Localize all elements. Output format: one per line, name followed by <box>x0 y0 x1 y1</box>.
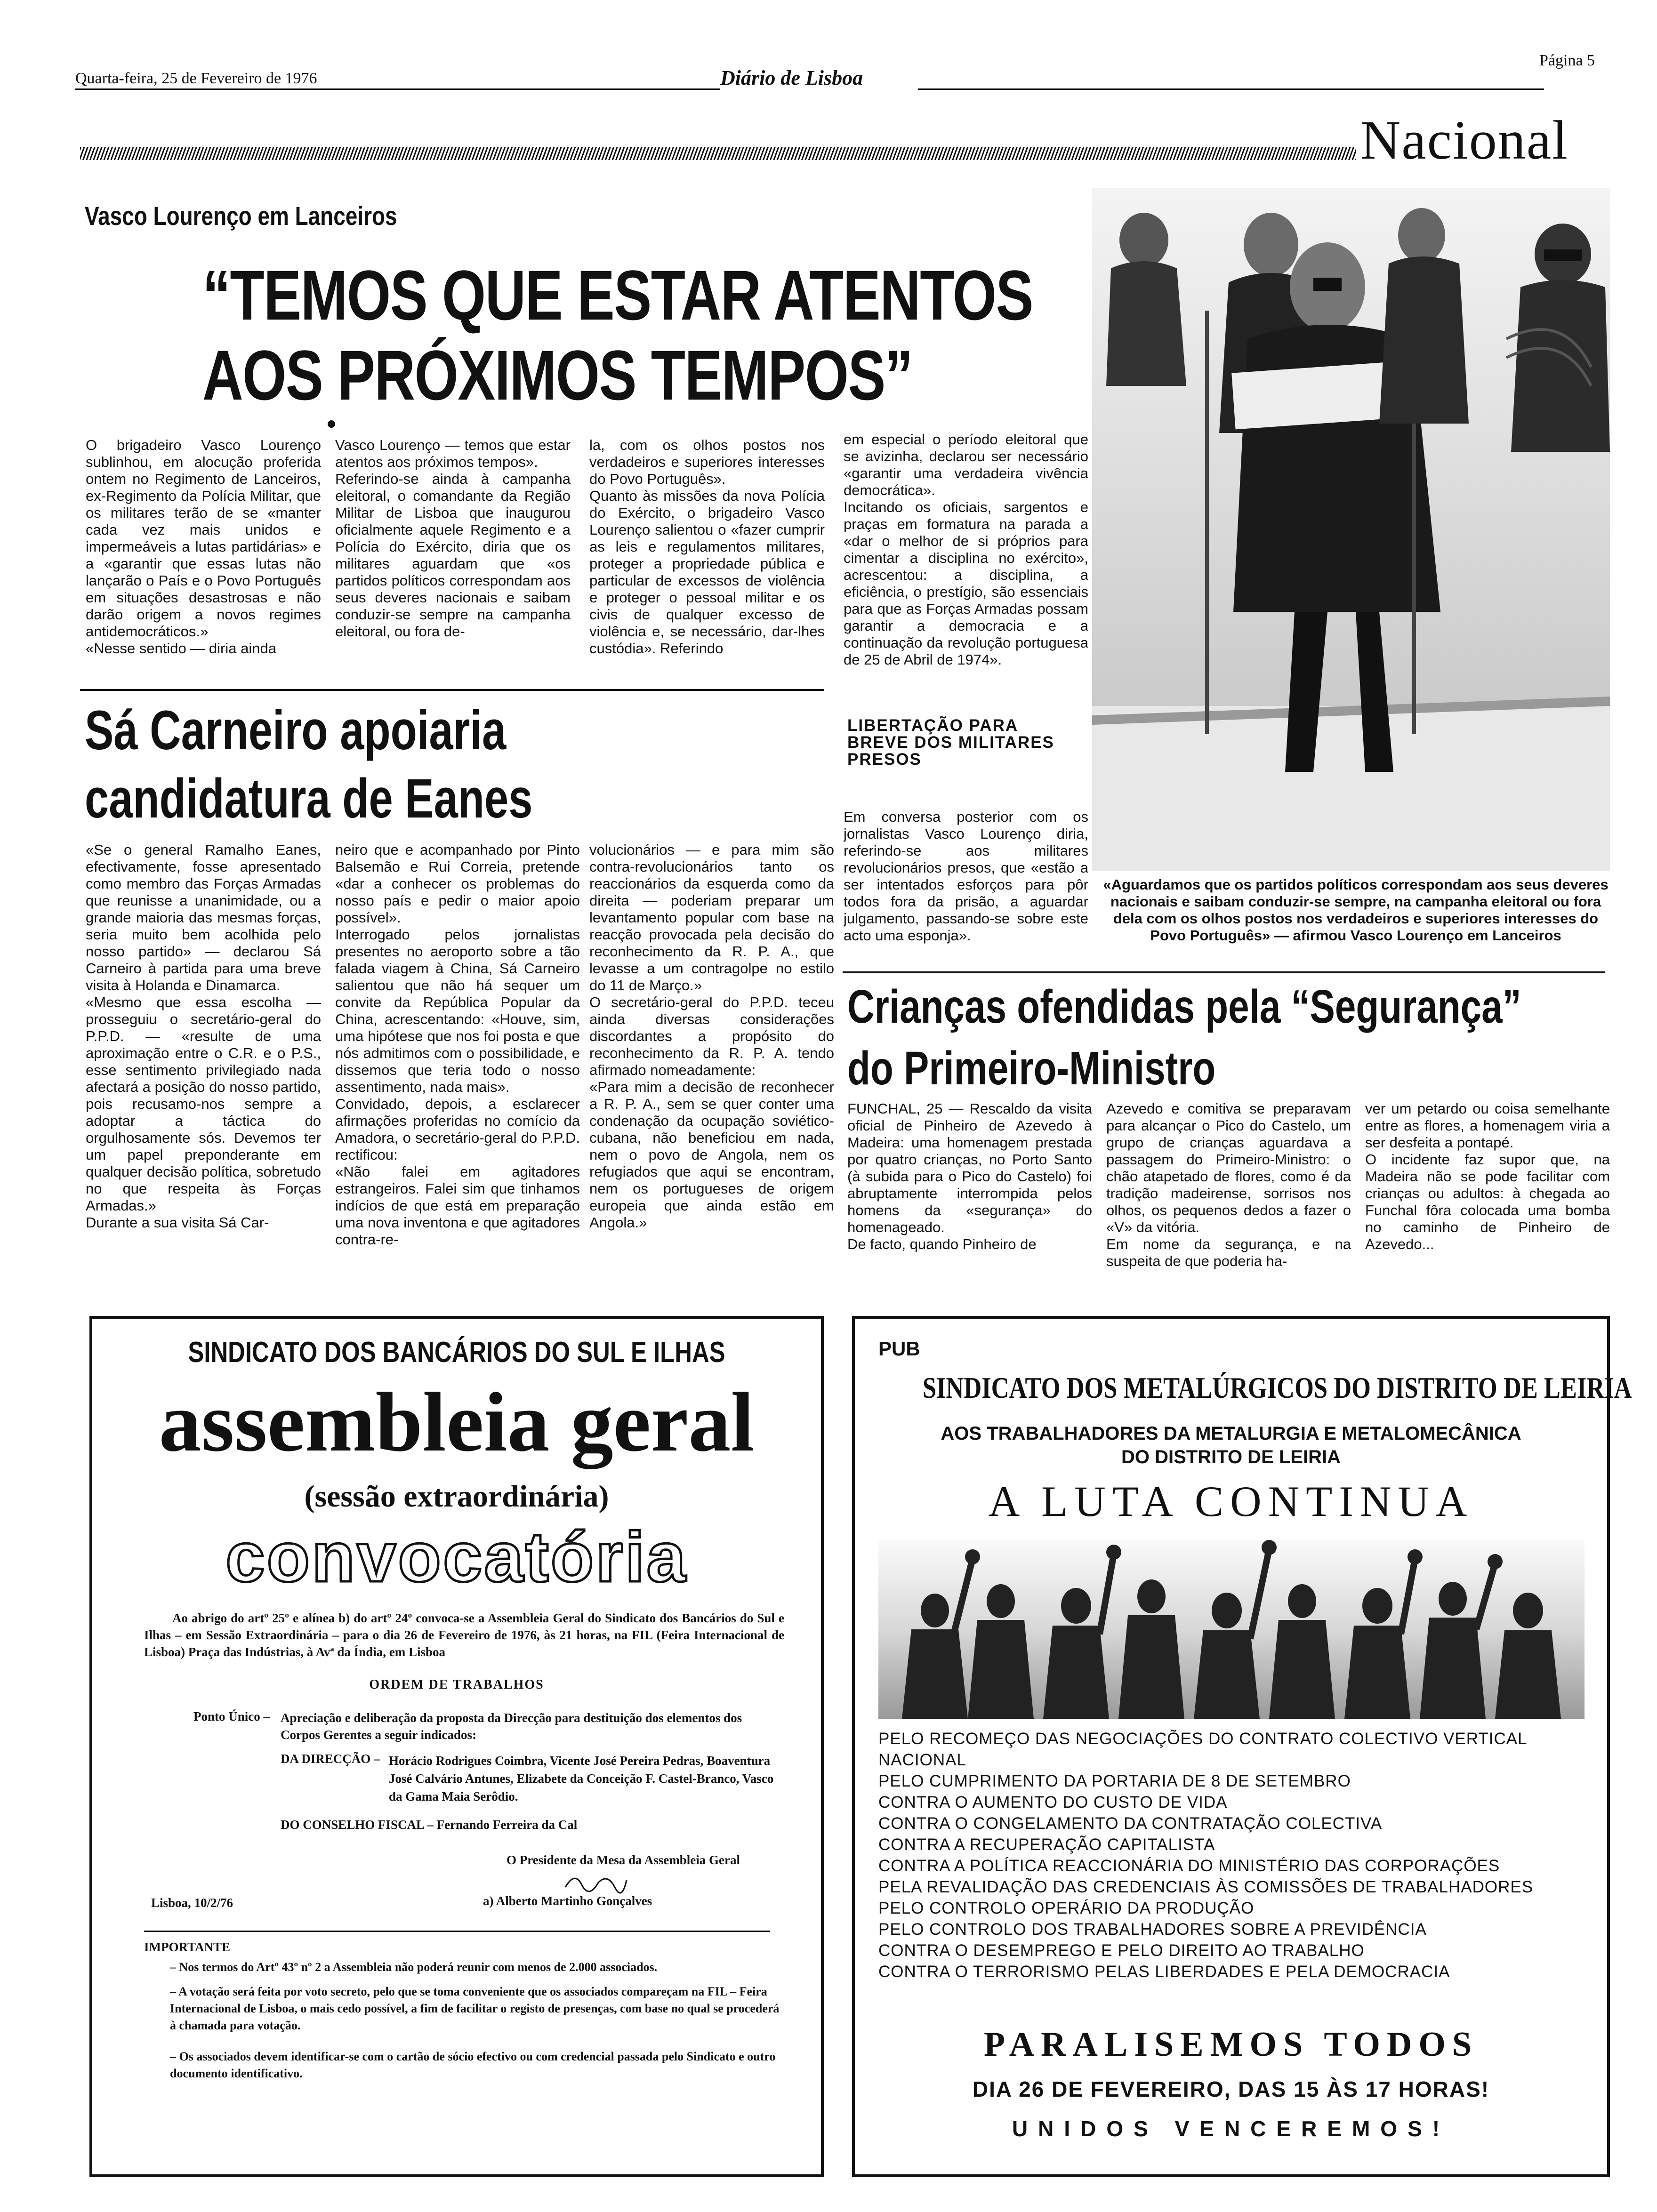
bancarios-ad <box>89 1316 824 2177</box>
strike-date: DIA 26 DE FEVEREIRO, DAS 15 ÀS 17 HORAS! <box>972 2077 1490 2101</box>
call-to-strike: PARALISEMOS TODOS <box>983 2025 1479 2064</box>
demand-6: CONTRA A POLÍTICA REACCIONÁRIA DO MINISTÉRIO DAS CORPORAÇÕES <box>878 1857 1500 1875</box>
motto: UNIDOS VENCEREMOS! <box>1012 2116 1450 2141</box>
bancarios-org: SINDICATO DOS BANCÁRIOS DO SUL E ILHAS <box>188 1336 725 1369</box>
demands-list <box>878 1728 1594 1982</box>
demand-3: CONTRA O AUMENTO DO CUSTO DE VIDA <box>878 1793 1228 1811</box>
sessao-subtitle: (sessão extraordinária) <box>304 1479 609 1514</box>
story3-column-3: ver um petardo ou coisa semelhante entre as flores, a homenagem viria a ser desfeita a pontapé. O incidente faz supor que, na Madeira não se pode facilitar com crianças ou adultos: à chegada ao Funchal fôra colocada uma bomba no caminho de Pinheiro de Azevedo... <box>1365 1100 1610 1252</box>
nota-2: – A votação será feita por voto secreto, pelo que se toma conveniente que os associados compareçam na FIL – Feira Internacional de Lisboa, o mais cedo possível, a fim de facilitar o registo de presenças, com base no qual se procederá à chamada para votação. <box>170 1985 780 2032</box>
slogan: A LUTA CONTINUA <box>988 1477 1474 1525</box>
ad-divider <box>144 1931 770 1932</box>
newspaper-name: Diário de Lisboa <box>720 66 863 89</box>
ponto-text: Apreciação e deliberação da proposta da Direcção para destituição dos elementos dos Corpos Gerentes a seguir indicados: <box>281 1711 742 1742</box>
assinatura-text: a) Alberto Martinho Gonçalves <box>483 1894 652 1908</box>
story1-column-3: la, com os olhos postos nos verdadeiros e superiores interesses do Povo Português». Quanto às missões da nova Polícia do Exército, o brigadeiro Vasco Lourenço salientou o «fazer cumprir as leis e regulamentos militares, proteger a propriedade pública e particular de excessos de violência e proteger o pessoal militar e os civis de qualquer excesso de violência e, se necessário, dar-lhes custódia». Referindo <box>589 437 825 657</box>
story1-kicker: Vasco Lourenço em Lanceiros <box>85 201 397 231</box>
story1-column-1: O brigadeiro Vasco Lourenço sublinhou, em alocução proferida ontem no Regimento de Lanceiros, ex-Regimento da Polícia Militar, que os militares terão de se «manter cada vez mais unidos e impermeáveis a lutas partidárias» e a «garantir que essas lutas não lançarão o País e o Povo Português em situações desastrosas e não darão origem a novos regimes antidemocráticos.» «Nesse sentido — diria ainda <box>86 437 321 657</box>
direccao-text: Horácio Rodrigues Coimbra, Vicente José Pereira Pedras, Boaventura José Calvário Antunes, Elizabete da Conceição F. Castel-Branco, Vasco da Gama Maia Serôdio. <box>389 1754 774 1803</box>
story1-headline-line2: AOS PRÓXIMOS TEMPOS” <box>202 336 913 415</box>
ad-date: Lisboa, 10/2/76 <box>151 1896 233 1910</box>
ordem-trabalhos: ORDEM DE TRABALHOS <box>369 1677 544 1692</box>
metalurgicos-sub2: DO DISTRITO DE LEIRIA <box>1121 1447 1341 1467</box>
story2-column-2: neiro que e acompanhado por Pinto Balsemão e Rui Correia, pretende «dar a conhecer os problemas do nosso país e pedir o maior apoio possível». Interrogado pelos jornalistas presentes no aeroporto sobre a tão falada viagem à China, Sá Carneiro salientou que não há sequer um convite da República Popular da China, acrescentando: «Houve, sim, uma hipótese que nos foi posta e que nós admitimos com o possibilidade, e dissemos que teria todo o nosso assentimento, nada mais». Convidado, depois, a esclarecer afirmações proferidas no comício da Amadora, o secretário-geral do P.P.D. rectificou: «Não falei em agitadores estrangeiros. Falei sim que tinhamos indícios de que está em preparação uma nova inventona e que agitadores contra-re- <box>335 842 580 1248</box>
photo-caption: «Aguardamos que os partidos políticos correspondam aos seus deveres nacionais e saibam conduzir-se sempre, na campanha eleitoral ou fora dela com os olhos postos nos verdadeiros e superiores interesses do Povo Português» — afirmou Vasco Lourenço em Lanceiros <box>1103 876 1609 944</box>
demand-4: CONTRA O CONGELAMENTO DA CONTRATAÇÃO COLECTIVA <box>878 1814 1383 1833</box>
story1-headline-line1: “TEMOS QUE ESTAR ATENTOS <box>202 256 1033 335</box>
story3-headline-line1: Crianças ofendidas pela “Segurança” <box>847 980 1521 1033</box>
rule-story1-bottom <box>80 689 824 691</box>
importante-label: IMPORTANTE <box>144 1940 231 1954</box>
metalurgicos-org: SINDICATO DOS METALÚRGICOS DO DISTRITO DE LEIRIA <box>922 1371 1632 1404</box>
demand-7: PELA REVALIDAÇÃO DAS CREDENCIAIS ÀS COMISSÕES DE TRABALHADORES <box>878 1878 1534 1896</box>
fiscal-text: DO CONSELHO FISCAL – Fernando Ferreira da Cal <box>281 1818 578 1832</box>
demand-10: CONTRA O DESEMPREGO E PELO DIREITO AO TRABALHO <box>878 1941 1365 1960</box>
signature <box>563 1868 629 1897</box>
bancarios-intro: Ao abrigo do artº 25º e alínea b) do artº 24º convoca-se a Assembleia Geral do Sindicato dos Bancários do Sul e Ilhas – em Sessão Extraordinária – para o dia 26 de Fevereiro de 1976, às 21 horas, na FIL (Feira Internacional de Lisboa) Praça das Indústrias, à Avª da Índia, em Lisboa <box>144 1611 784 1659</box>
metalurgicos-ad <box>852 1316 1632 2177</box>
bullet-dot <box>328 420 335 428</box>
story1-subhead: LIBERTAÇÃO PARA BREVE DOS MILITARES PRESOS <box>847 716 1054 769</box>
story3-column-2: Azevedo e comitiva se preparavam para alcançar o Pico do Castelo, um grupo de crianças aguardava a passagem do Primeiro-Ministro: o chão atapetado de flores, como é da tradição madeirense, sorrisos nos olhos, os pequenos dedos a fazer o «V» da vitória. Em nome da segurança, e na suspeita de que poderia ha- <box>1106 1100 1351 1269</box>
direccao-label: DA DIRECÇÃO – <box>281 1752 380 1766</box>
demand-1: PELO RECOMEÇO DAS NEGOCIAÇÕES DO CONTRATO COLECTIVO VERTICAL NACIONAL <box>878 1730 1527 1769</box>
section-title: Nacional <box>1360 109 1569 171</box>
assembleia-title: assembleia geral <box>159 1375 755 1469</box>
lanceiros-photo <box>1092 188 1610 871</box>
demand-8: PELO CONTROLO OPERÁRIO DA PRODUÇÃO <box>878 1899 1255 1917</box>
soldiers-image <box>1092 188 1610 871</box>
section-hatch-bar <box>80 147 1356 160</box>
demand-5: CONTRA A RECUPERAÇÃO CAPITALISTA <box>878 1835 1215 1854</box>
presidente-text: O Presidente da Mesa da Assembleia Geral <box>507 1853 740 1867</box>
page-number: Página 5 <box>1539 52 1595 69</box>
convocatoria-title: convocatória <box>225 1517 688 1596</box>
masthead-rule-right <box>918 88 1544 90</box>
story2-headline-line1: Sá Carneiro apoiaria <box>85 699 507 761</box>
issue-date: Quarta-feira, 25 de Fevereiro de 1976 <box>75 70 317 87</box>
pub-label: PUB <box>878 1338 920 1360</box>
story2-column-1: «Se o general Ramalho Eanes, efectivamente, fosse apresentado como membro das Forças Armadas que reunisse a unanimidade, ou a grande maioria das mesmas forças, seria muito bem acolhida pelo nosso partido» — declarou Sá Carneiro à partida para uma breve visita à Holanda e Dinamarca. «Mesmo que essa escolha — prosseguiu o secretário-geral do P.P.D. — «resulte de uma aproximação entre o C.R. e o P.S., esse sentimento privilegiado nada afectará a posição do nosso partido, pois recusamo-nos sempre a adoptar a táctica do orgulhosamente sós. Devemos ter um papel preponderante em qualquer decisão política, sobretudo no que respeita às Forças Armadas.» Durante a sua visita Sá Car- <box>86 842 321 1231</box>
story2-headline-line2: candidatura de Eanes <box>85 768 533 830</box>
nota-1: – Nos termos do Artº 43º nº 2 a Assembleia não poderá reunir com menos de 2.000 associados. <box>170 1960 658 1974</box>
metalurgicos-sub1: AOS TRABALHADORES DA METALURGIA E METALOMECÂNICA <box>941 1423 1521 1444</box>
ponto-label: Ponto Único – <box>193 1709 270 1723</box>
raised-fists-image <box>878 1540 1585 1719</box>
story1-column-2: Vasco Lourenço — temos que estar atentos aos próximos tempos». Referindo-se ainda à campanha eleitoral, o comandante da Região Militar de Lisboa que inaugurou oficialmente aquele Regimento e a Polícia do Exército, diria que os militares aguardam que «os partidos políticos correspondam aos seus deveres nacionais e saibam conduzir-se sempre na campanha eleitoral, ou fora de- <box>335 437 571 640</box>
nota-3: – Os associados devem identificar-se com o cartão de sócio efectivo ou com credencial passada pelo Sindicato e outro documento identificativo. <box>170 2050 776 2080</box>
story1-column-4: em especial o período eleitoral que se avizinha, declarou ser necessário «garantir uma verdadeira vivência democrática». Incitando os oficiais, sargentos e praças em formatura na parada a «dar o melhor de si próprios para cimentar a disciplina no exército», acrescentou: a disciplina, a eficiência, o prestígio, são essenciais para que as Forças Armadas possam garantir a democracia e a continuação da revolução portuguesa de 25 de Abril de 1974». <box>844 431 1088 668</box>
rule-story3-top <box>843 971 1605 973</box>
story2-column-3: volucionários — e para mim são contra-revolucionários tanto os reaccionários da esquerda como da direita — poderiam preparar um levantamento popular com base na reacção provocada pela decisão do reconhecimento da R. P. A., que levasse a um contragolpe no estilo do 11 de Março.» O secretário-geral do P.P.D. teceu ainda diversas considerações discordantes a propósito do reconhecimento da R. P. A. tendo afirmado nomeadamente: «Para mim a decisão de reconhecer a R. P. A., sem se quer conter uma condenação da ocupação soviético-cubana, não beneficiou em nada, nem o povo de Angola, nem os refugiados que aqui se encontram, nem os portugueses de origem europeia que ainda estão em Angola.» <box>589 842 834 1231</box>
masthead-rule-left <box>75 88 720 90</box>
workers-photo <box>878 1540 1585 1719</box>
story3-headline-line2: do Primeiro-Ministro <box>847 1042 1216 1095</box>
story3-column-1: FUNCHAL, 25 — Rescaldo da visita oficial de Pinheiro de Azevedo à Madeira: uma homenagem prestada por quatro crianças, no Porto Santo (à subida para o Pico do Castelo) foi abruptamente interrompida pelos homens da «segurança» do homenageado. De facto, quando Pinheiro de <box>847 1100 1092 1252</box>
demand-9: PELO CONTROLO DOS TRABALHADORES SOBRE A PREVIDÊNCIA <box>878 1920 1427 1939</box>
demand-11: CONTRA O TERRORISMO PELAS LIBERDADES E PELA DEMOCRACIA <box>878 1963 1450 1981</box>
story1-column-5: Em conversa posterior com os jornalistas Vasco Lourenço diria, referindo-se aos militares revolucionários presos, que «estão a ser intentados esforços para pôr todos fora da prisão, a aguardar julgamento, passando-se sobre este acto uma esponja». <box>844 809 1088 944</box>
demand-2: PELO CUMPRIMENTO DA PORTARIA DE 8 DE SETEMBRO <box>878 1772 1351 1790</box>
